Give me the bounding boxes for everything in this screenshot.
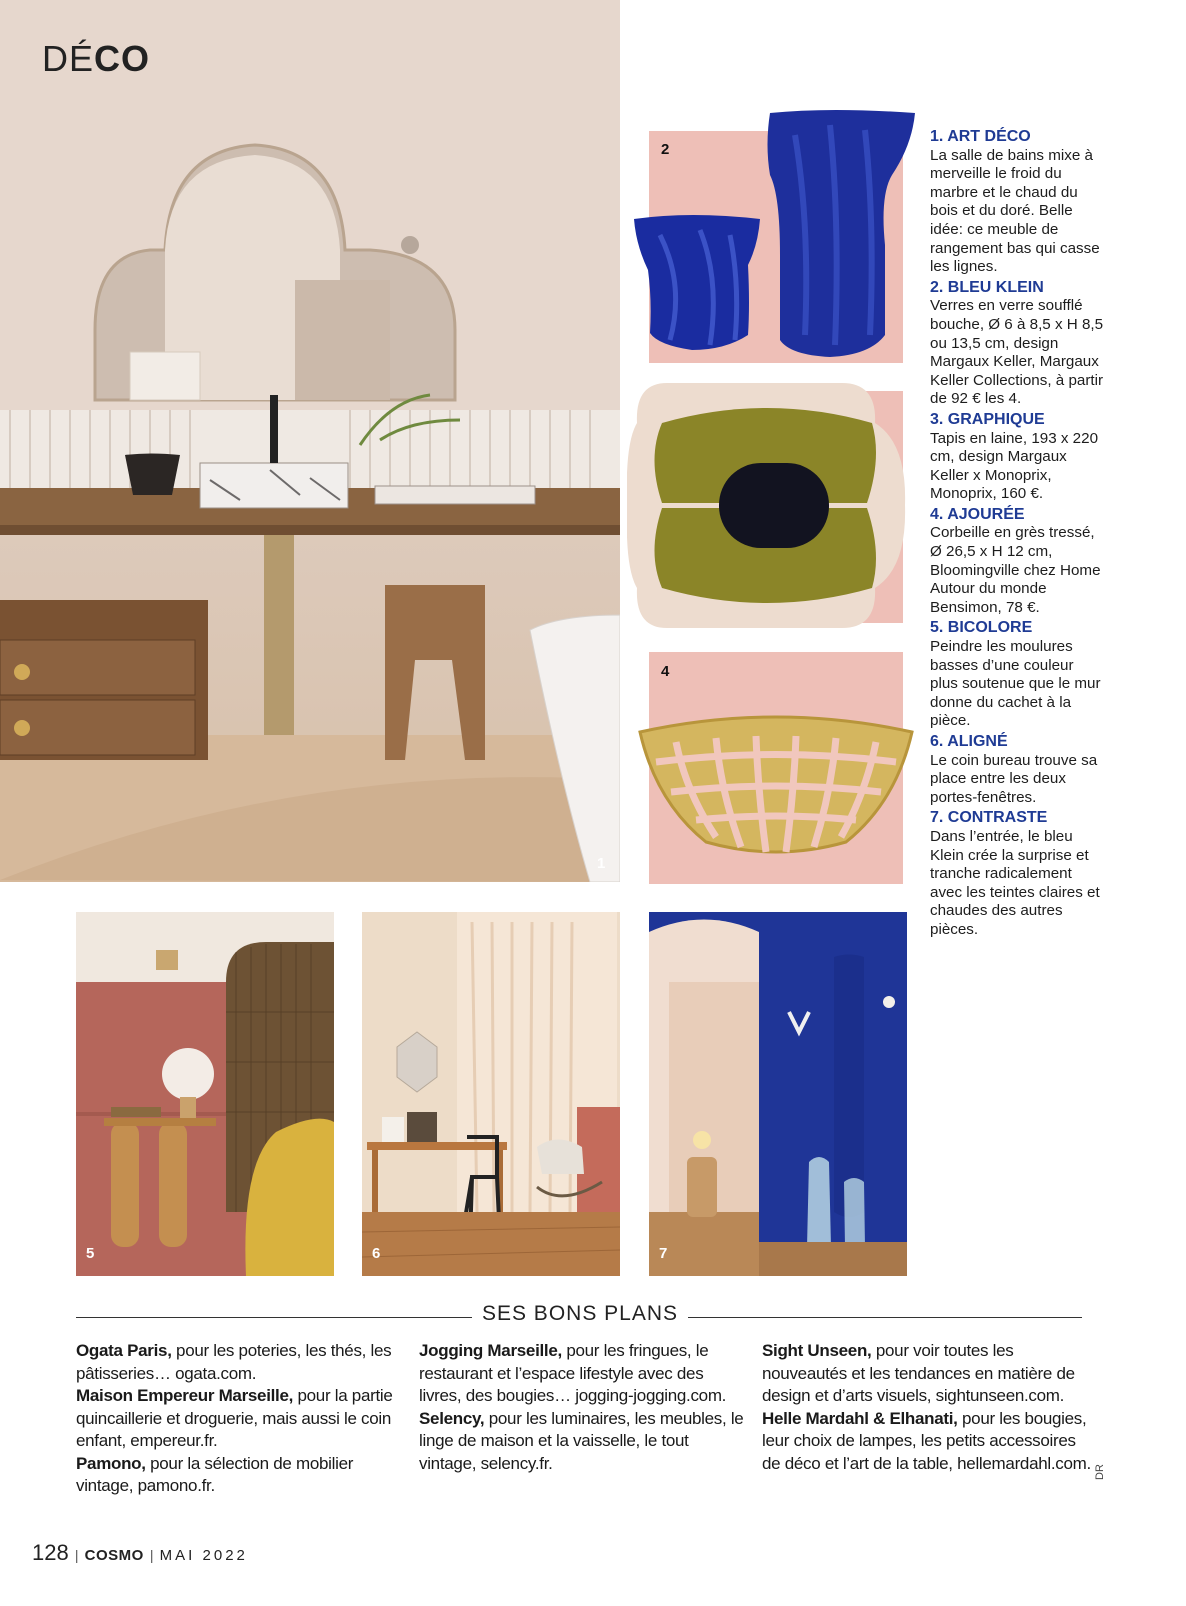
issue-date: MAI 2022 xyxy=(159,1547,248,1564)
caption-title: 6. ALIGNÉ xyxy=(930,733,1008,750)
bathroom-illustration xyxy=(0,0,620,882)
tile-number-4: 4 xyxy=(661,663,670,680)
bons-plans-title: SES BONS PLANS xyxy=(481,1302,679,1325)
caption-body: Corbeille en grès tressé, Ø 26,5 x H 12 cm, Bloomingville chez Home Autour du monde Bensimon, 78 €. xyxy=(930,524,1101,616)
caption-title: 4. AJOURÉE xyxy=(930,505,1025,523)
photo-number-6: 6 xyxy=(372,1245,381,1262)
caption-title: 2. BLEU KLEIN xyxy=(930,278,1044,296)
bons-plans-column-3 xyxy=(762,1340,1097,1475)
photo-number-1: 1 xyxy=(597,855,606,872)
caption-1 xyxy=(930,128,1105,277)
caption-7 xyxy=(930,809,1105,939)
caption-title: 5. BICOLORE xyxy=(930,619,1033,637)
tile-number-2: 2 xyxy=(661,141,670,158)
caption-body: Peindre les moulures basses d’une couleur plus soutenue que le mur donne du cachet à la pièce. xyxy=(930,638,1101,730)
bons-plan-name: Maison Empereur Marseille, xyxy=(76,1386,294,1405)
caption-body: La salle de bains mixe à merveille le froid du marbre et le chaud du bois et du doré. Belle idée: ce meuble de rangement bas qui casse les lignes. xyxy=(930,146,1100,276)
bons-plan-entry xyxy=(76,1453,406,1498)
magazine-name: COSMO xyxy=(84,1547,144,1564)
divider-right xyxy=(688,1317,1082,1318)
bons-plan-text: pour voir toutes les nouveautés et les tendances en matière de design et d’arts visuels, sightunseen.com. xyxy=(762,1341,1075,1405)
bons-plan-name: Ogata Paris, xyxy=(76,1341,172,1360)
caption-body: Tapis en laine, 193 x 220 cm, design Margaux Keller x Monoprix, Monoprix, 160 €. xyxy=(930,429,1099,503)
rug-illustration xyxy=(627,383,907,628)
bons-plan-entry xyxy=(76,1340,406,1385)
divider-left xyxy=(76,1317,472,1318)
basket-illustration xyxy=(636,712,916,862)
bedroom-illustration xyxy=(76,912,334,1276)
caption-title: 7. CONTRASTE xyxy=(930,809,1048,827)
bons-plan-name: Selency, xyxy=(419,1408,485,1428)
caption-body: Dans l’entrée, le bleu Klein crée la surprise et tranche radicalement avec les teintes claires et chaudes des autres pièces. xyxy=(930,827,1100,938)
bons-plan-name: Helle Mardahl & Elhanati, xyxy=(762,1408,958,1428)
caption-body: Le coin bureau trouve sa place entre les deux portes-fenêtres. xyxy=(930,751,1098,806)
bons-plans-column-2 xyxy=(419,1340,749,1475)
caption-5 xyxy=(930,619,1105,731)
bons-plan-text: pour les fringues, le restaurant et l’espace lifestyle avec des livres, des bougies… jogging-jogging.com. xyxy=(419,1341,727,1405)
product-captions xyxy=(930,128,1105,940)
section-title: DÉCO xyxy=(42,38,151,79)
bons-plan-name: Jogging Marseille, xyxy=(419,1341,562,1360)
photo-entrance xyxy=(649,912,907,1276)
caption-2 xyxy=(930,279,1105,409)
page-folio: 128 | COSMO | MAI 2022 xyxy=(32,1540,248,1565)
bons-plan-entry xyxy=(762,1408,1097,1476)
bons-plan-entry xyxy=(419,1340,749,1408)
photo-credit: DR xyxy=(1094,1464,1106,1480)
photo-number-7: 7 xyxy=(659,1245,668,1262)
bons-plans-column-1 xyxy=(76,1340,406,1498)
caption-body: Verres en verre soufflé bouche, Ø 6 à 8,5 x H 8,5 ou 13,5 cm, design Margaux Keller, Margaux Keller Collections, à partir de 92 € les 4. xyxy=(930,297,1104,408)
bons-plan-text: pour les bougies, leur choix de lampes, les petits accessoires de déco et l’art de la table, hellemardahl.com. xyxy=(762,1408,1091,1473)
bons-plan-text: pour les poteries, les thés, les pâtisseries… ogata.com. xyxy=(76,1341,392,1383)
photo-office-corner xyxy=(362,912,620,1276)
caption-3 xyxy=(930,411,1105,504)
caption-6 xyxy=(930,733,1105,807)
bons-plan-entry xyxy=(762,1340,1097,1408)
bons-plan-entry xyxy=(76,1385,406,1453)
photo-bedroom xyxy=(76,912,334,1276)
blue-vases-illustration xyxy=(630,105,920,365)
bons-plan-entry xyxy=(419,1408,749,1476)
bons-plan-name: Pamono, xyxy=(76,1453,146,1473)
caption-4 xyxy=(930,506,1105,618)
bons-plan-text: pour la sélection de mobilier vintage, pamono.fr. xyxy=(76,1453,354,1495)
bons-plan-text: pour la partie quincaillerie et droguerie, mais aussi le coin enfant, empereur.fr. xyxy=(76,1386,393,1450)
office-illustration xyxy=(362,912,620,1276)
caption-title: 1. ART DÉCO xyxy=(930,128,1031,145)
caption-title: 3. GRAPHIQUE xyxy=(930,410,1045,428)
entrance-illustration xyxy=(649,912,907,1276)
photo-number-5: 5 xyxy=(86,1245,95,1262)
bons-plan-name: Sight Unseen, xyxy=(762,1341,872,1360)
bons-plan-text: pour les luminaires, les meubles, le linge de maison et la vaisselle, le tout vintage, selency.fr. xyxy=(419,1408,744,1473)
main-bathroom-photo xyxy=(0,0,620,882)
page-number: 128 xyxy=(32,1540,69,1565)
